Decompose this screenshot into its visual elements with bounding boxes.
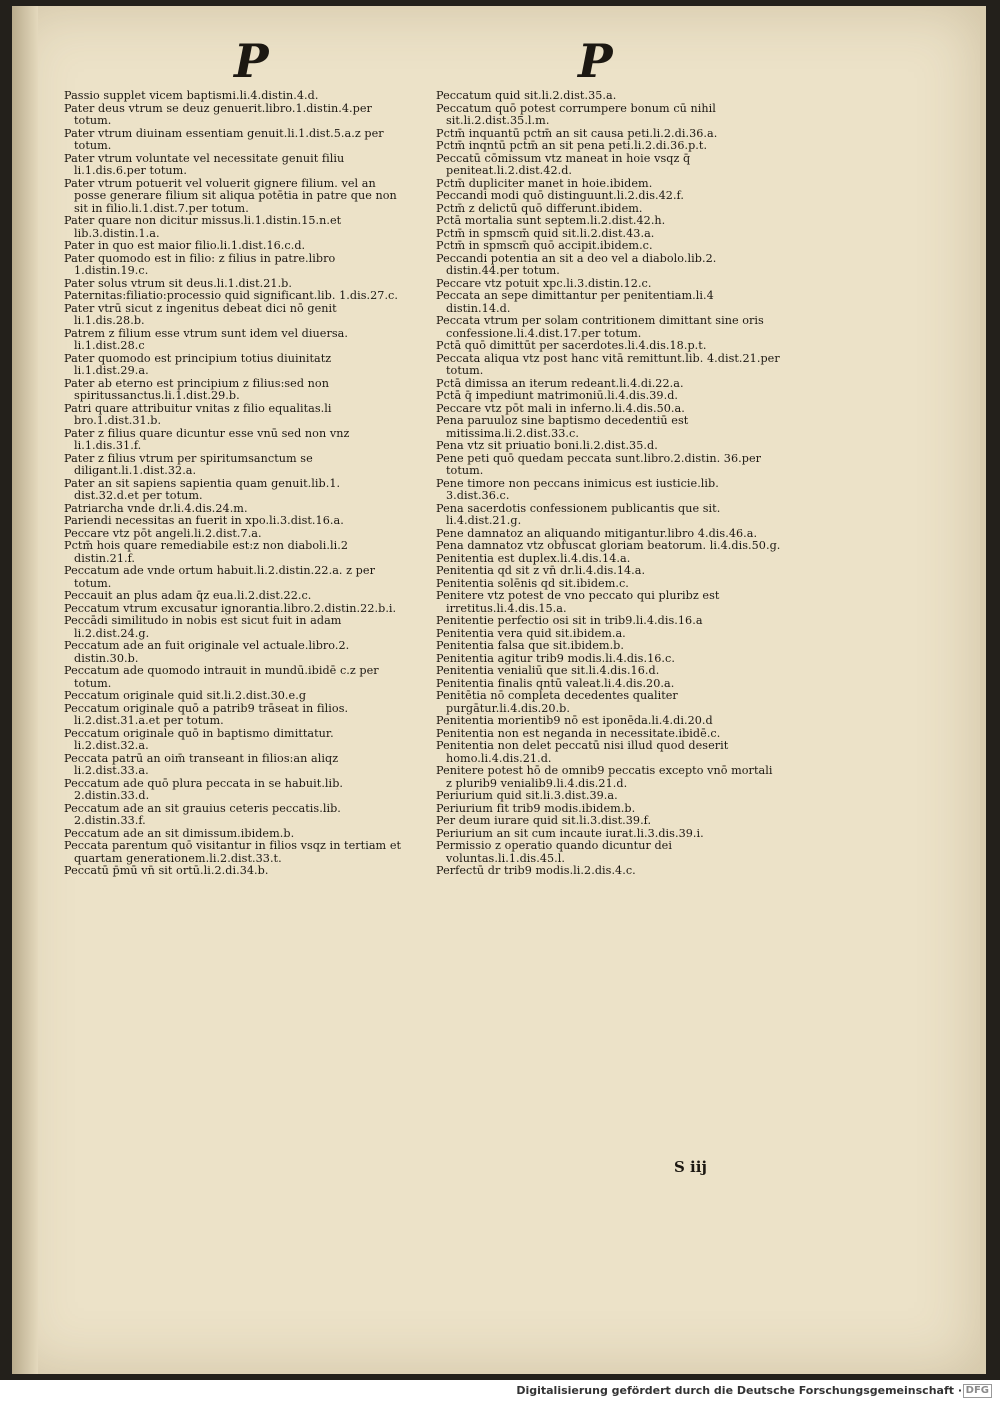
index-entry: Peccandi modi quō distinguunt.li.2.dis.42.f. — [436, 189, 684, 202]
index-entry: Pater in quo est maior filio.li.1.dist.16.c.d. — [64, 239, 306, 252]
index-entry: Pater solus vtrum sit deus.li.1.dist.21.b. — [64, 276, 292, 290]
index-entry: Passio supplet vicem baptismi.li.4.distin.4.d. — [64, 89, 319, 102]
index-entry: Penitere potest hō de omnib9 peccatis excepto vnō mortali z plurib9 venialib9.li.4.dis.21.d. — [436, 764, 773, 790]
index-entry: Pena paruuloz sine baptismo decedentiū est mitissima.li.2.dist.33.c. — [436, 414, 689, 440]
index-entry: Pater vtrū sicut z ingenitus debeat dici nō genit li.1.dis.28.b. — [64, 301, 337, 327]
index-entry: Peccata an sepe dimittantur per penitentiam.li.4 distin.14.d. — [436, 289, 714, 315]
index-entry: Penitentia est duplex.li.4.dis.14.a. — [436, 551, 631, 565]
index-entry: Pctā quō dimittūt per sacerdotes.li.4.dis.18.p.t. — [436, 339, 707, 352]
index-entry: Penitentia finalis qntū valeat.li.4.dis.20.a. — [436, 676, 675, 690]
index-entry: Periurium an sit cum incaute iurat.li.3.dis.39.i. — [436, 826, 704, 840]
index-entry: Peccatum ade quomodo intrauit in mundū.ibidē c.z per totum. — [64, 664, 379, 690]
index-entry: Pariendi necessitas an fuerit in xpo.li.3.dist.16.a. — [64, 514, 344, 527]
index-entry: Penitentia morientib9 nō est iponēda.li.4.di.20.d — [436, 714, 713, 727]
footer-bar — [0, 1380, 1000, 1403]
index-entry: Peccatum ade vnde ortum habuit.li.2.distin.22.a. z per totum. — [64, 564, 375, 590]
index-entry: Pctā dimissa an iterum redeant.li.4.di.22.a. — [436, 376, 684, 390]
index-entry: Pater ab eterno est principium z filius:sed non spiritussanctus.li.1.dist.29.b. — [64, 376, 329, 402]
index-entry: Pctm̄ inquantū pctm̄ an sit causa peti.li.2.di.36.a. — [436, 126, 718, 140]
index-entry: Pater vtrum voluntate vel necessitate genuit filiu li.1.dis.6.per totum. — [64, 151, 345, 177]
index-entry: Pater quare non dicitur missus.li.1.distin.15.n.et lib.3.distin.1.a. — [64, 214, 342, 240]
index-entry: Permissio z operatio quando dicuntur dei voluntas.li.1.dis.45.l. — [436, 839, 672, 865]
index-entry: Pene timore non peccans inimicus est iusticie.lib. 3.dist.36.c. — [436, 476, 719, 502]
right-index-column — [436, 90, 781, 878]
index-entry: Pater vtrum diuinam essentiam genuit.li.1.dist.5.a.z per totum. — [64, 126, 384, 152]
index-entry: Pene damnatoz an aliquando mitigantur.libro 4.dis.46.a. — [436, 526, 758, 540]
index-entry: Penitentia agitur trib9 modis.li.4.dis.16.c. — [436, 651, 675, 665]
index-entry: Penitentia solēnis qd sit.ibidem.c. — [436, 576, 629, 590]
index-entry: Peccatum quō potest corrumpere bonum cū nihil sit.li.2.dist.35.l.m. — [436, 101, 716, 127]
index-entry: Periurium fit trib9 modis.ibidem.b. — [436, 801, 636, 815]
index-entry: Peccatum quid sit.li.2.dist.35.a. — [436, 89, 617, 102]
index-entry: Penitentie perfectio osi sit in trib9.li.4.dis.16.a — [436, 614, 703, 627]
signature-mark: S iij — [674, 1158, 707, 1176]
index-entry: Pater an sit sapiens sapientia quam genuit.lib.1. dist.32.d.et per totum. — [64, 476, 341, 502]
index-entry: Patri quare attribuitur vnitas z filio equalitas.li bro.1.dist.31.b. — [64, 401, 332, 427]
index-entry: Pena sacerdotis confessionem publicantis que sit. li.4.dist.21.g. — [436, 501, 721, 527]
index-entry: Peccata parentum quō visitantur in filios vsqz in tertiam et quartam generationem.li.2.dist.33.t. — [64, 839, 402, 865]
index-entry: Penitentia venialiū que sit.li.4.dis.16.d. — [436, 664, 660, 677]
index-entry: Peccādi similitudo in nobis est sicut fuit in adam li.2.dist.24.g. — [64, 614, 342, 640]
index-entry: Peccatum ade an sit dimissum.ibidem.b. — [64, 826, 295, 840]
index-entry: Peccatum originale quō a patrib9 trāseat in filios. li.2.dist.31.a.et per totum. — [64, 701, 349, 727]
index-entry: Peccandi potentia an sit a deo vel a diabolo.lib.2. distin.44.per totum. — [436, 251, 717, 277]
index-entry: Pater deus vtrum se deuz genuerit.libro.1.distin.4.per totum. — [64, 101, 372, 127]
index-entry: Penitentia qd sit z vn̄ dr.li.4.dis.14.a. — [436, 564, 646, 577]
index-entry: Peccata vtrum per solam contritionem dimittant sine oris confessione.li.4.dist.17.per totum. — [436, 314, 764, 340]
left-column-heading: P — [234, 34, 269, 88]
index-entry: Periurium quid sit.li.3.dist.39.a. — [436, 789, 618, 802]
right-column-heading: P — [578, 34, 613, 88]
book-page — [12, 6, 986, 1374]
index-entry: Peccatum ade an fuit originale vel actuale.libro.2. distin.30.b. — [64, 639, 350, 665]
index-entry: Peccatum ade quō plura peccata in se habuit.lib. 2.distin.33.d. — [64, 776, 344, 802]
index-entry: Pctm̄ in spmscm̄ quō accipit.ibidem.c. — [436, 239, 653, 252]
index-entry: Paternitas:filiatio:processio quid significant.lib. 1.dis.27.c. — [64, 289, 398, 302]
page-edge — [12, 6, 38, 1374]
index-entry: Penitentia non delet peccatū nisi illud quod deserit homo.li.4.dis.21.d. — [436, 739, 729, 765]
index-entry: Penitētia nō completa decedentes qualiter purgātur.li.4.dis.20.b. — [436, 689, 678, 715]
index-entry: Pctm̄ dupliciter manet in hoie.ibidem. — [436, 176, 653, 190]
dfg-logo: DFG — [963, 1384, 992, 1398]
index-entry: Patrem z filium esse vtrum sunt idem vel diuersa. li.1.dist.28.c — [64, 326, 348, 352]
index-entry: Peccare vtz pōt mali in inferno.li.4.dis.50.a. — [436, 401, 685, 415]
index-entry: Peccatū cōmissum vtz maneat in hoie vsqz q̄ peniteat.li.2.dist.42.d. — [436, 151, 691, 177]
index-entry: Penitere vtz potest de vno peccato qui pluribz est irretitus.li.4.dis.15.a. — [436, 589, 720, 615]
index-entry: Peccatum vtrum excusatur ignorantia.libro.2.distin.22.b.i. — [64, 601, 397, 615]
index-entry: Peccatum originale quid sit.li.2.dist.30.e.g — [64, 689, 307, 702]
index-entry: Peccata patrū an oim̄ transeant in filios:an aliqz li.2.dist.33.a. — [64, 751, 339, 777]
index-entry: Pene peti quō quedam peccata sunt.libro.2.distin. 36.per totum. — [436, 451, 762, 477]
index-entry: Per deum iurare quid sit.li.3.dist.39.f. — [436, 814, 652, 827]
index-entry: Pctā q̄ impediunt matrimoniū.li.4.dis.39.d. — [436, 389, 679, 402]
index-entry: Pctm̄ hois quare remediabile est:z non diaboli.li.2 distin.21.f. — [64, 539, 349, 565]
footer-credit: Digitalisierung gefördert durch die Deutsche Forschungsgemeinschaft · — [516, 1384, 962, 1397]
index-entry: Peccatum ade an sit grauius ceteris peccatis.lib. 2.distin.33.f. — [64, 801, 341, 827]
left-index-column — [64, 90, 404, 878]
index-entry: Peccata aliqua vtz post hanc vitā remittunt.lib. 4.dist.21.per totum. — [436, 351, 780, 377]
index-entry: Peccatum originale quō in baptismo dimittatur. li.2.dist.32.a. — [64, 726, 334, 752]
index-entry: Pater quomodo est principium totius diuinitatz li.1.dist.29.a. — [64, 351, 332, 377]
index-entry: Pctm̄ inqntū pctm̄ an sit pena peti.li.2.di.36.p.t. — [436, 139, 708, 152]
index-entry: Pater z filius quare dicuntur esse vnū sed non vnz li.1.dis.31.f. — [64, 426, 350, 452]
index-entry: Pater quomodo est in filio: z filius in patre.libro 1.distin.19.c. — [64, 251, 336, 277]
index-entry: Pctā mortalia sunt septem.li.2.dist.42.h. — [436, 214, 666, 227]
index-entry: Pctm̄ in spmscm̄ quid sit.li.2.dist.43.a. — [436, 226, 655, 240]
index-entry: Peccare vtz pōt angeli.li.2.dist.7.a. — [64, 526, 262, 540]
index-entry: Pater vtrum potuerit vel voluerit gignere filium. vel an posse generare filium sit aliqua potētia in patre que non sit in filio.li.1.dist.7.per totum. — [64, 176, 397, 215]
index-entry: Penitentia non est neganda in necessitate.ibidē.c. — [436, 726, 721, 740]
index-entry: Penitentia falsa que sit.ibidem.b. — [436, 639, 625, 652]
index-entry: Pater z filius vtrum per spiritumsanctum se diligant.li.1.dist.32.a. — [64, 451, 313, 477]
index-entry: Pena vtz sit priuatio boni.li.2.dist.35.d. — [436, 439, 658, 452]
index-entry: Pctm̄ z delictū quō differunt.ibidem. — [436, 201, 643, 215]
index-entry: Penitentia vera quid sit.ibidem.a. — [436, 626, 626, 640]
index-entry: Perfectū dr trib9 modis.li.2.dis.4.c. — [436, 864, 636, 877]
index-entry: Peccauit an plus adam q̄z eua.li.2.dist.22.c. — [64, 589, 312, 602]
index-entry: Patriarcha vnde dr.li.4.dis.24.m. — [64, 501, 248, 515]
index-entry: Peccare vtz potuit xpc.li.3.distin.12.c. — [436, 276, 652, 290]
index-entry: Pena damnatoz vtz obfuscat gloriam beatorum. li.4.dis.50.g. — [436, 539, 781, 552]
index-entry: Peccatū p̄mū vn̄ sit ortū.li.2.di.34.b. — [64, 864, 269, 877]
